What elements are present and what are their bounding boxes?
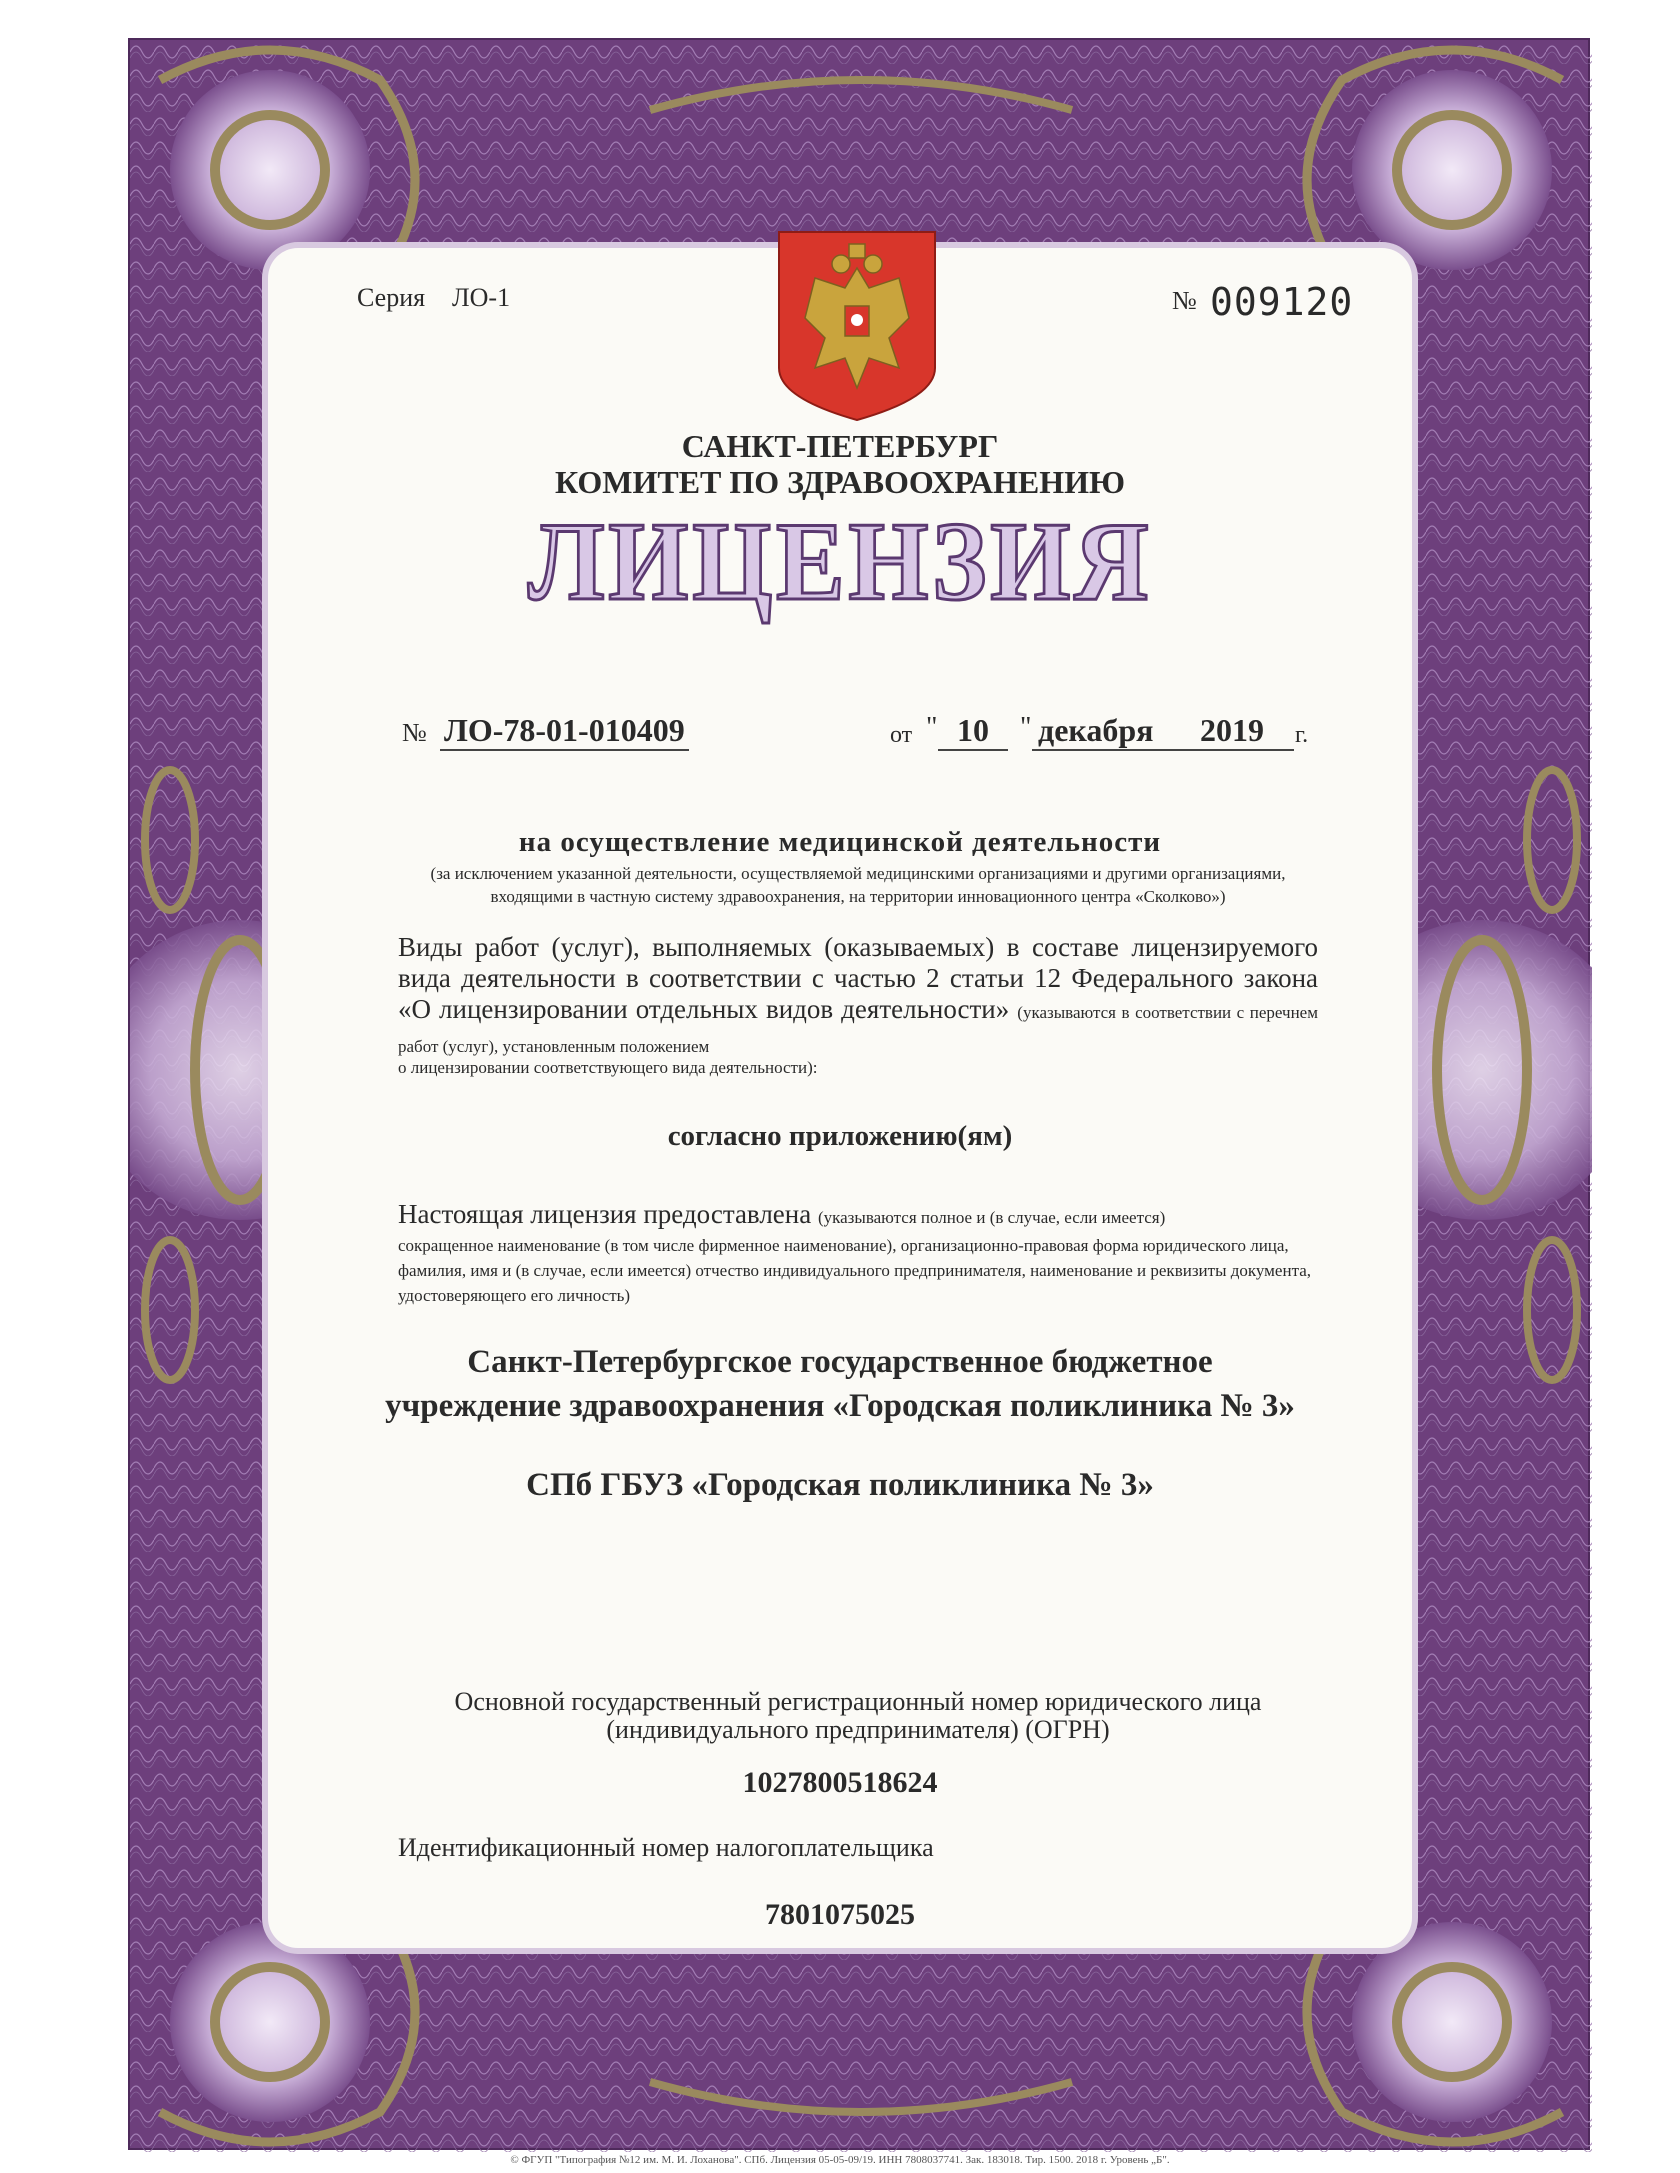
document-title: ЛИЦЕНЗИЯ — [527, 500, 1153, 624]
year-suffix: г. — [1295, 722, 1309, 748]
work-types-small: (указываются в соответствии с перечнем работ (услуг), установленным положением — [398, 1003, 1318, 1056]
organization-full-name-line1: Санкт-Петербургское государственное бюджетное — [467, 1344, 1213, 1380]
license-number-label: № — [402, 718, 427, 747]
series-label: Серия — [357, 283, 426, 312]
printer-imprint: © ФГУП "Типография №12 им. М. И. Лоханова". СПб. Лицензия 05-05-09/19. ИНН 7808037741. Зак. 183018. Тир. 1500. 2018 г. Уровень „Б". — [510, 2154, 1170, 2166]
organization-short-name: СПб ГБУЗ «Городская поликлиника № 3» — [526, 1467, 1154, 1503]
granted-main: Настоящая лицензия предоставлена — [398, 1199, 812, 1229]
activity-note: (за исключением указанной деятельности, осуществляемой медицинскими организациями и другими организациями, входящими в частную систему здравоохранения, на территории инновационного центра «Сколково») — [430, 864, 1286, 906]
form-number-label: № — [1172, 286, 1197, 315]
work-types-paragraph — [398, 932, 1318, 1062]
activity-title: на осуществление медицинской деятельности — [518, 826, 1162, 858]
issuer-committee: КОМИТЕТ ПО ЗДРАВООХРАНЕНИЮ — [554, 464, 1126, 500]
form-number-value: 009120 — [1210, 280, 1354, 324]
granted-small: (указываются полное и (в случае, если имеется) — [817, 1208, 1166, 1227]
work-types-small-2: о лицензировании соответствующего вида деятельности): — [398, 1058, 818, 1077]
date-quote-open: " — [926, 712, 938, 743]
coat-of-arms-emblem — [775, 228, 939, 424]
work-types-main: Виды работ (услуг), выполняемых (оказываемых) в составе лицензируемого вида деятельности в соответствии с частью 2 статьи 12 Федерального закона «О лицензировании отдельных видов деятельности» — [398, 932, 1318, 1024]
license-date-month: декабря — [1032, 712, 1294, 751]
ogrn-value: 1027800518624 — [742, 1766, 938, 1799]
ogrn-label: Основной государственный регистрационный номер юридического лица (индивидуального предпринимателя) (ОГРН) — [454, 1687, 1262, 1744]
license-date-day: 10 — [938, 712, 1008, 751]
license-number: ЛО-78-01-010409 — [440, 712, 689, 751]
date-quote-close: " — [1020, 712, 1032, 743]
organization-full-name — [0, 1340, 1680, 1428]
date-from-label: от — [890, 722, 913, 748]
granted-small-2: сокращенное наименование (в том числе фирменное наименование), организационно-правовая форма юридического лица, фамилия, имя и (в случае, если имеется) отчество индивидуального предпринимателя, наименование и реквизиты документа, удостоверяющего его личность) — [398, 1236, 1312, 1305]
appendix-reference: согласно приложению(ям) — [667, 1120, 1013, 1152]
organization-full-name-line2: учреждение здравоохранения «Городская поликлиника № 3» — [385, 1388, 1295, 1424]
license-date-year: 2019 — [1200, 712, 1264, 748]
series-value: ЛО-1 — [452, 283, 511, 312]
granted-paragraph — [398, 1200, 1318, 1232]
inn-value: 7801075025 — [765, 1898, 915, 1931]
inn-label: Идентификационный номер налогоплательщика — [398, 1833, 934, 1862]
issuer-city: САНКТ-ПЕТЕРБУРГ — [681, 428, 999, 464]
